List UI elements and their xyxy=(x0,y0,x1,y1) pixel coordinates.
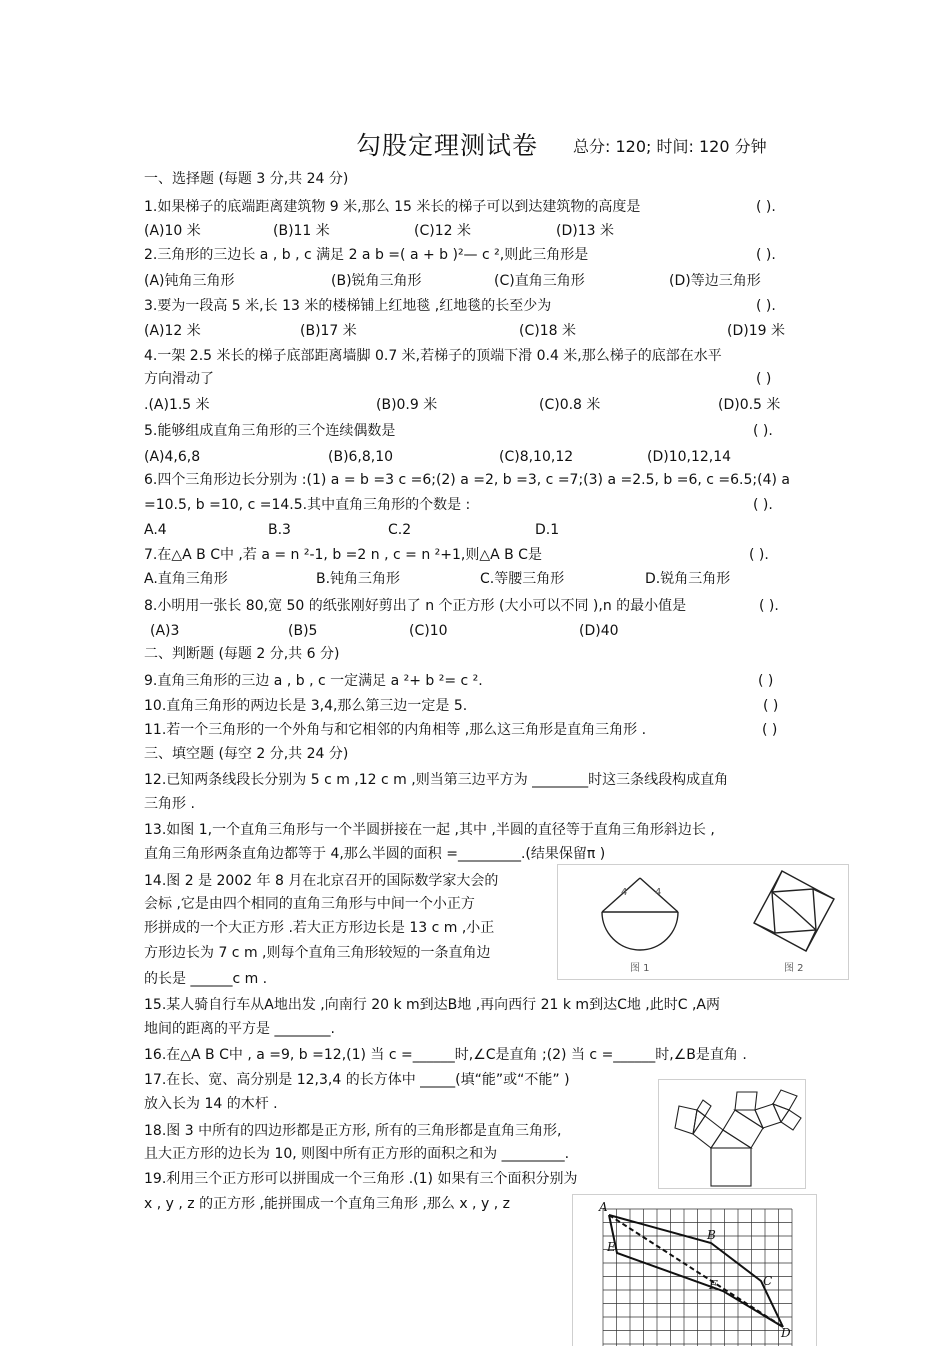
question-line: (A)12 米 xyxy=(144,323,201,339)
question-line: (A)4,6,8 xyxy=(144,449,201,465)
question-line: (B)11 米 xyxy=(273,223,330,239)
answer-paren: ( ) xyxy=(763,698,779,714)
question-line: A.直角三角形 xyxy=(144,571,228,587)
exam-meta: 总分: 120; 时间: 120 分钟 xyxy=(573,137,767,156)
question-line: B.钝角三角形 xyxy=(316,571,401,587)
question-line: (C)18 米 xyxy=(519,323,576,339)
question-line: x , y , z 的正方形 ,能拼围成一个直角三角形 ,那么 x , y , z xyxy=(144,1196,510,1212)
answer-paren: ( ). xyxy=(756,298,776,314)
question-line: 4.一架 2.5 米长的梯子底部距离墙脚 0.7 米,若梯子的顶端下滑 0.4 米,那么梯子的底部在水平 xyxy=(144,348,722,364)
question-line: 14.图 2 是 2002 年 8 月在北京召开的国际数学家大会的 xyxy=(144,873,499,889)
question-line: (D)0.5 米 xyxy=(718,397,781,413)
question-line: (B)锐角三角形 xyxy=(331,273,422,289)
question-line: 19.利用三个正方形可以拼围成一个三角形 .(1) 如果有三个面积分别为 xyxy=(144,1171,578,1187)
figure-1-drawing xyxy=(602,878,678,950)
answer-paren: ( ) xyxy=(756,371,772,387)
grid-point-c: C xyxy=(763,1274,773,1288)
fig1-side-a: 4 xyxy=(621,887,628,898)
fig2-label: 图 2 xyxy=(784,963,804,974)
question-line: 11.若一个三角形的一个外角与和它相邻的内角相等 ,那么这三角形是直角三角形 . xyxy=(144,722,647,738)
figure-2-drawing xyxy=(754,871,834,951)
answer-paren: ( ) xyxy=(762,722,778,738)
question-line: (A)10 米 xyxy=(144,223,201,239)
fig1-label: 图 1 xyxy=(630,963,650,974)
question-line: (B)5 xyxy=(288,623,318,639)
answer-paren: ( ) xyxy=(758,673,774,689)
question-line: 1.如果梯子的底端距离建筑物 9 米,那么 15 米长的梯子可以到达建筑物的高度是 xyxy=(144,199,641,215)
question-line: (D)40 xyxy=(579,623,619,639)
question-line: 形拼成的一个大正方形 .若大正方形边长是 13 c m ,小正 xyxy=(144,920,495,936)
question-line: 2.三角形的三边长 a , b , c 满足 2 a b =( a + b )²— c ²,则此三角形是 xyxy=(144,247,589,263)
question-line: 且大正方形的边长为 10, 则图中所有正方形的面积之和为 _________. xyxy=(144,1146,570,1162)
fig1-side-b: 4 xyxy=(655,887,662,898)
question-line: C.等腰三角形 xyxy=(480,571,565,587)
question-line: (B)0.9 米 xyxy=(376,397,438,413)
question-line: (B)6,8,10 xyxy=(328,449,394,465)
question-line: (C)直角三角形 xyxy=(494,273,585,289)
question-line: 9.直角三角形的三边 a , b , c 一定满足 a ²+ b ²= c ². xyxy=(144,673,483,689)
question-line: 三角形 . xyxy=(144,796,195,812)
question-line: (A)3 xyxy=(150,623,180,639)
answer-paren: ( ). xyxy=(753,497,773,513)
question-line: (D)19 米 xyxy=(727,323,785,339)
question-line: (D)10,12,14 xyxy=(647,449,732,465)
question-line: 18.图 3 中所有的四边形都是正方形, 所有的三角形都是直角三角形, xyxy=(144,1123,562,1139)
question-line: B.3 xyxy=(268,522,291,538)
question-line: 8.小明用一张长 80,宽 50 的纸张刚好剪出了 n 个正方形 (大小可以不同 ),n 的最小值是 xyxy=(144,598,687,614)
figure-3 xyxy=(659,1080,805,1188)
question-line: (C)0.8 米 xyxy=(539,397,601,413)
question-line: 三、填空题 (每空 2 分,共 24 分) xyxy=(144,746,349,762)
question-line: 直角三角形两条直角边都等于 4,那么半圆的面积 =_________.(结果保留π ) xyxy=(144,846,606,862)
question-line: (D)等边三角形 xyxy=(669,273,761,289)
question-line: 7.在△A B C中 ,若 a = n ²-1, b =2 n , c = n ²+1,则△A B C是 xyxy=(144,547,542,563)
question-line: (C)10 xyxy=(409,623,448,639)
grid-point-b: B xyxy=(707,1228,716,1242)
question-line: (B)17 米 xyxy=(300,323,357,339)
question-line: 一、选择题 (每题 3 分,共 24 分) xyxy=(144,171,349,187)
question-line: (C)12 米 xyxy=(414,223,471,239)
figure-1-2-box xyxy=(557,864,849,980)
figure-3-drawing xyxy=(675,1090,801,1186)
grid-figure-box xyxy=(572,1194,817,1346)
question-line: 16.在△A B C中 , a =9, b =12,(1) 当 c =______时,∠C是直角 ;(2) 当 c =______时,∠B是直角 . xyxy=(144,1047,747,1063)
question-line: 13.如图 1,一个直角三角形与一个半圆拼接在一起 ,其中 ,半圆的直径等于直角三角形斜边长 , xyxy=(144,822,715,838)
question-line: (A)钝角三角形 xyxy=(144,273,235,289)
answer-paren: ( ). xyxy=(753,423,773,439)
question-line: 会标 ,它是由四个相同的直角三角形与中间一个小正方 xyxy=(144,896,475,912)
answer-paren: ( ). xyxy=(756,247,776,263)
question-line: 17.在长、宽、高分别是 12,3,4 的长方体中 _____(填“能”或“不能” ) xyxy=(144,1072,570,1088)
question-line: 放入长为 14 的木杆 . xyxy=(144,1096,278,1112)
grid-polyline xyxy=(609,1215,783,1327)
question-line: 12.已知两条线段长分别为 5 c m ,12 c m ,则当第三边平方为 ________时这三条线段构成直角 xyxy=(144,772,729,788)
answer-paren: ( ). xyxy=(749,547,769,563)
question-line: 10.直角三角形的两边长是 3,4,那么第三边一定是 5. xyxy=(144,698,468,714)
question-line: (D)13 米 xyxy=(556,223,614,239)
question-line: C.2 xyxy=(388,522,412,538)
question-line: (C)8,10,12 xyxy=(499,449,574,465)
question-line: 15.某人骑自行车从A地出发 ,向南行 20 k m到达B地 ,再向西行 21 k m到达C地 ,此时C ,A两 xyxy=(144,997,720,1013)
grid-point-d: D xyxy=(781,1326,791,1340)
figure-3-box xyxy=(658,1079,806,1189)
question-line: A.4 xyxy=(144,522,167,538)
question-line: =10.5, b =10, c =14.5.其中直角三角形的个数是 : xyxy=(144,497,471,513)
question-line: 地间的距离的平方是 ________. xyxy=(144,1021,335,1037)
question-line: 方向滑动了 xyxy=(144,371,214,387)
answer-paren: ( ). xyxy=(759,598,779,614)
answer-paren: ( ). xyxy=(756,199,776,215)
grid-point-a: A xyxy=(599,1200,608,1214)
question-line: D.锐角三角形 xyxy=(645,571,731,587)
page-title: 勾股定理测试卷 xyxy=(356,131,539,160)
question-line: 的长是 ______c m . xyxy=(144,971,268,987)
question-line: 3.要为一段高 5 米,长 13 米的楼梯铺上红地毯 ,红地毯的长至少为 xyxy=(144,298,552,314)
grid-point-f: F xyxy=(709,1278,718,1292)
question-line: .(A)1.5 米 xyxy=(144,397,210,413)
grid-figure xyxy=(573,1195,816,1346)
question-line: D.1 xyxy=(535,522,560,538)
question-line: 方形边长为 7 c m ,则每个直角三角形较短的一条直角边 xyxy=(144,945,491,961)
figure-1-2 xyxy=(558,865,848,979)
question-line: 6.四个三角形边长分别为 :(1) a = b =3 c =6;(2) a =2, b =3, c =7;(3) a =2.5, b =6, c =6.5;(4) a xyxy=(144,472,790,488)
question-line: 二、判断题 (每题 2 分,共 6 分) xyxy=(144,646,340,662)
grid-point-e: E xyxy=(607,1240,616,1254)
question-line: 5.能够组成直角三角形的三个连续偶数是 xyxy=(144,423,396,439)
